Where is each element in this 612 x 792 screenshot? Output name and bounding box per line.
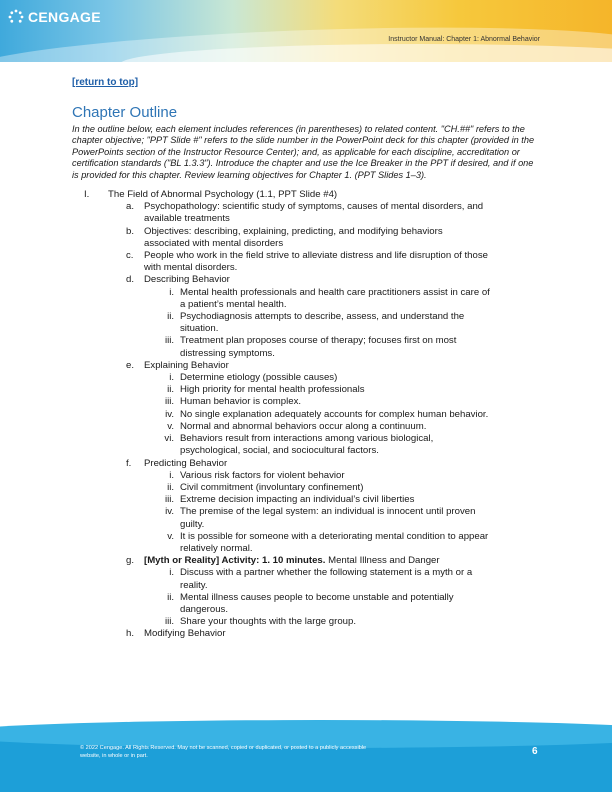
list-item-text: Extreme decision impacting an individual’s civil liberties: [180, 494, 415, 506]
list-item-text: a patient’s mental health.: [180, 298, 287, 310]
list-item-text: Explaining Behavior: [144, 359, 229, 371]
list-marker: iii.: [164, 335, 174, 347]
list-item-text: The premise of the legal system: an individual is innocent until proven: [180, 506, 476, 518]
list-marker: iii.: [164, 494, 174, 506]
list-item-text: Civil commitment (involuntary confinement): [180, 481, 364, 493]
outline-subitem-f: [72, 482, 542, 494]
list-item-text: People who work in the field strive to alleviate distress and life disruption of those: [144, 250, 488, 262]
activity-label: [Myth or Reality] Activity: 1. 10 minutes.: [144, 555, 326, 567]
outline-subitem-f: [72, 470, 542, 482]
list-item-text: with mental disorders.: [144, 262, 238, 274]
outline-item-f: [72, 458, 542, 470]
document-title: Instructor Manual: Chapter 1: Abnormal Behavior: [388, 36, 540, 43]
list-marker: e.: [126, 359, 135, 371]
chapter-outline: [72, 189, 542, 641]
outline-subitem-e: [72, 384, 542, 396]
list-item-text: Mental illness causes people to become unstable and potentially: [180, 591, 454, 603]
section-heading: Chapter Outline: [72, 104, 178, 121]
page-header: [0, 0, 612, 62]
list-item-text: Treatment plan proposes course of therapy; focuses first on most: [180, 335, 457, 347]
outline-subitem-f: [72, 506, 542, 530]
outline-section-i: [72, 189, 542, 201]
outline-item-a: [72, 201, 542, 225]
list-item-text: Determine etiology (possible causes): [180, 372, 338, 384]
outline-item-h: [72, 628, 542, 640]
list-item-text: situation.: [180, 323, 219, 335]
list-item-text: Psychopathology: scientific study of symptoms, causes of mental disorders, and: [144, 201, 484, 213]
list-item-text: Predicting Behavior: [144, 457, 228, 469]
outline-subitem-e: [72, 409, 542, 421]
list-marker: v.: [167, 420, 174, 432]
outline-subitem-g: [72, 616, 542, 628]
list-item-text: [144, 555, 542, 567]
brand-name: CENGAGE: [28, 9, 101, 25]
list-item-text: available treatments: [144, 213, 230, 225]
outline-item-e: [72, 360, 542, 372]
list-item-text: associated with mental disorders: [144, 237, 284, 249]
list-item-text: Modifying Behavior: [144, 628, 226, 640]
list-item-text: Human behavior is complex.: [180, 396, 302, 408]
list-marker: c.: [126, 250, 134, 262]
return-to-top-link[interactable]: [return to top]: [72, 77, 139, 88]
copyright-line: website, in whole or in part.: [80, 753, 148, 759]
list-marker: h.: [126, 628, 135, 640]
list-item-text: Objectives: describing, explaining, predicting, and modifying behaviors: [144, 225, 443, 237]
list-marker: g.: [126, 555, 135, 567]
copyright-line: © 2022 Cengage. All Rights Reserved. May not be scanned, copied or duplicated, or posted to a publicly accessible: [80, 745, 367, 751]
outline-subitem-f: [72, 531, 542, 555]
list-item-text: reality.: [180, 579, 208, 591]
list-marker: ii.: [167, 384, 174, 396]
list-marker: vi.: [164, 433, 174, 445]
outline-subitem-e: [72, 421, 542, 433]
list-marker: I.: [84, 189, 90, 201]
list-marker: ii.: [167, 591, 174, 603]
outline-subitem-d: [72, 335, 542, 359]
outline-item-c: [72, 250, 542, 274]
activity-title: Mental Illness and Danger: [325, 555, 440, 567]
list-item-text: Psychodiagnosis attempts to describe, assess, and understand the: [180, 311, 465, 323]
list-item-text: Discuss with a partner whether the following statement is a myth or a: [180, 567, 473, 579]
list-marker: iii.: [164, 396, 174, 408]
page-number: 6: [532, 746, 538, 757]
list-item-text: It is possible for someone with a deteriorating mental condition to appear: [180, 530, 489, 542]
outline-item-g: [72, 555, 542, 567]
list-item-text: Various risk factors for violent behavior: [180, 469, 345, 481]
return-link-row: [72, 72, 542, 90]
outline-subitem-d: [72, 287, 542, 311]
list-item-text: Mental health professionals and health care practitioners assist in care of: [180, 286, 490, 298]
list-item-text: Share your thoughts with the large group.: [180, 616, 356, 628]
list-marker: f.: [126, 457, 132, 469]
list-marker: ii.: [167, 311, 174, 323]
list-marker: v.: [167, 530, 174, 542]
list-item-text: psychological, social, and sociocultural factors.: [180, 445, 379, 457]
list-marker: iv.: [165, 408, 174, 420]
outline-subitem-d: [72, 311, 542, 335]
cengage-sunburst-icon: [8, 9, 24, 25]
list-marker: a.: [126, 201, 135, 213]
list-marker: d.: [126, 274, 135, 286]
list-item-text: distressing symptoms.: [180, 347, 275, 359]
list-item-text: relatively normal.: [180, 542, 253, 554]
list-marker: iii.: [164, 616, 174, 628]
outline-subitem-e: [72, 372, 542, 384]
list-item-text: No single explanation adequately accounts for complex human behavior.: [180, 408, 489, 420]
list-item-text: dangerous.: [180, 603, 229, 615]
outline-item-b: [72, 226, 542, 250]
main-content: [72, 72, 542, 641]
list-item-text: High priority for mental health professionals: [180, 384, 365, 396]
list-marker: b.: [126, 225, 135, 237]
list-item-text: guilty.: [180, 518, 205, 530]
list-item-text: Behaviors result from interactions among various biological,: [180, 433, 434, 445]
list-marker: i.: [169, 372, 174, 384]
list-marker: i.: [169, 286, 174, 298]
page-footer: [0, 730, 612, 792]
outline-subitem-e: [72, 396, 542, 408]
list-marker: ii.: [167, 481, 174, 493]
list-marker: i.: [169, 567, 174, 579]
outline-subitem-g: [72, 592, 542, 616]
copyright-notice: [80, 744, 480, 760]
list-marker: i.: [169, 469, 174, 481]
list-item-text: The Field of Abnormal Psychology (1.1, PPT Slide #4): [108, 189, 338, 201]
outline-item-d: [72, 274, 542, 286]
outline-subitem-f: [72, 494, 542, 506]
outline-subitem-g: [72, 567, 542, 591]
cengage-logo: [8, 9, 101, 25]
outline-subitem-e: [72, 433, 542, 457]
list-item-text: Normal and abnormal behaviors occur along a continuum.: [180, 420, 427, 432]
intro-paragraph: In the outline below, each element includes references (in parentheses) to related content. "CH.##" refers to the chapter objective; "PPT Slide #" refers to the slide number in the PowerPoint deck for this chapter (provided in the PowerPoints section of the Instructor Resource Center); and, as applicable for each discipline, accreditation or certification standards ("BL 1.3.3"). Introduce the chapter and use the Ice Breaker in the PPT if desired, and if one is provided for this chapter. Review learning objectives for Chapter 1. (PPT Slides 1–3).: [72, 124, 535, 180]
list-marker: iv.: [165, 506, 174, 518]
list-item-text: Describing Behavior: [144, 274, 230, 286]
